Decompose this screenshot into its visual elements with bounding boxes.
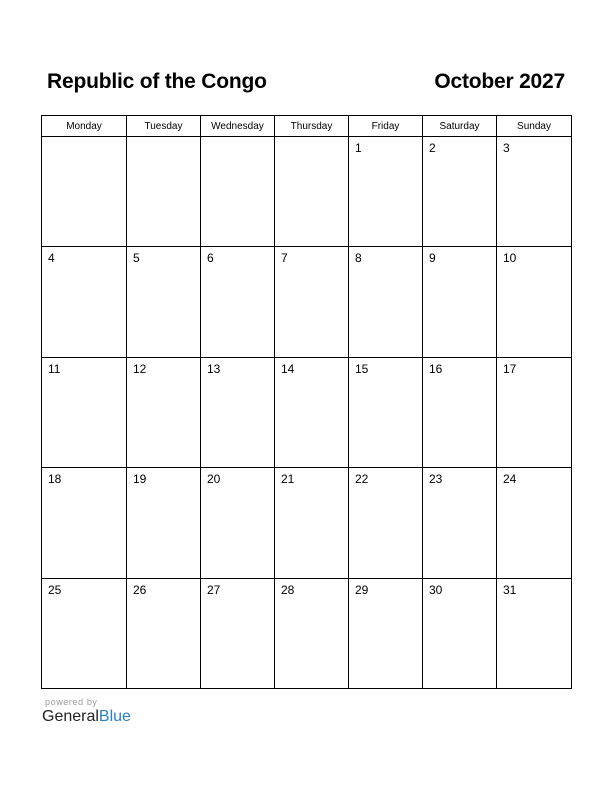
day-cell <box>423 468 497 578</box>
day-number: 22 <box>355 472 369 487</box>
day-cell <box>497 247 572 357</box>
powered-by-text: powered by <box>45 697 98 707</box>
week-row <box>42 247 572 357</box>
month-year-title: October 2027 <box>434 70 565 93</box>
day-cell <box>42 137 127 247</box>
day-number: 25 <box>48 582 62 597</box>
weekday-thursday: Thursday <box>275 116 349 137</box>
day-cell <box>497 137 572 247</box>
day-cell <box>349 247 423 357</box>
day-number: 1 <box>355 141 362 155</box>
week-row <box>42 578 572 688</box>
day-number <box>275 137 348 141</box>
day-cell <box>349 578 423 688</box>
day-cell <box>423 247 497 357</box>
day-cell <box>275 247 349 357</box>
day-number: 18 <box>48 472 62 487</box>
day-cell <box>42 247 127 357</box>
day-number <box>201 137 274 141</box>
day-cell <box>275 137 349 247</box>
day-number: 11 <box>48 361 61 376</box>
day-cell <box>201 578 275 688</box>
day-number: 10 <box>503 251 517 266</box>
day-number: 17 <box>503 361 517 376</box>
day-number: 29 <box>355 582 369 597</box>
day-cell <box>42 468 127 578</box>
footer-branding <box>42 697 131 726</box>
day-number: 14 <box>281 361 295 376</box>
day-cell <box>349 468 423 578</box>
week-row <box>42 357 572 467</box>
generalblue-logo[interactable] <box>42 708 131 726</box>
day-number: 16 <box>429 361 443 376</box>
day-cell <box>423 578 497 688</box>
day-cell <box>127 247 201 357</box>
day-number <box>127 137 200 141</box>
day-number: 24 <box>503 472 517 487</box>
day-number: 15 <box>355 361 369 376</box>
day-number: 12 <box>133 361 147 376</box>
weekday-friday: Friday <box>349 116 423 137</box>
day-number: 27 <box>207 582 221 597</box>
day-cell <box>423 137 497 247</box>
day-number: 21 <box>281 472 295 487</box>
day-number: 7 <box>281 251 288 266</box>
weekday-monday: Monday <box>42 116 127 137</box>
day-cell <box>423 357 497 467</box>
day-number: 26 <box>133 582 147 597</box>
country-title: Republic of the Congo <box>47 70 267 93</box>
day-cell <box>349 357 423 467</box>
day-number: 2 <box>429 141 436 155</box>
weekday-header-row <box>42 116 572 137</box>
day-cell <box>275 357 349 467</box>
day-cell <box>201 137 275 247</box>
day-cell <box>42 357 127 467</box>
week-row <box>42 137 572 247</box>
day-cell <box>127 357 201 467</box>
day-number <box>42 137 126 141</box>
day-number: 19 <box>133 472 147 487</box>
weekday-wednesday: Wednesday <box>201 116 275 137</box>
brand-blue-text: Blue <box>98 708 131 725</box>
day-number: 3 <box>503 141 510 155</box>
day-number: 31 <box>503 582 517 597</box>
day-number: 5 <box>133 251 140 266</box>
weekday-saturday: Saturday <box>423 116 497 137</box>
day-number: 23 <box>429 472 443 487</box>
day-cell <box>497 468 572 578</box>
day-number: 4 <box>48 251 55 266</box>
day-number: 28 <box>281 582 295 597</box>
day-cell <box>275 468 349 578</box>
day-number: 30 <box>429 582 443 597</box>
day-number: 6 <box>207 251 214 266</box>
brand-general-text: General <box>42 708 99 725</box>
day-number: 20 <box>207 472 221 487</box>
day-cell <box>127 468 201 578</box>
day-cell <box>349 137 423 247</box>
day-cell <box>127 137 201 247</box>
weekday-tuesday: Tuesday <box>127 116 201 137</box>
day-cell <box>497 357 572 467</box>
day-cell <box>497 578 572 688</box>
week-row <box>42 468 572 578</box>
day-number: 9 <box>429 251 436 266</box>
day-cell <box>201 247 275 357</box>
calendar-grid <box>41 115 572 689</box>
weekday-sunday: Sunday <box>497 116 572 137</box>
day-cell <box>201 468 275 578</box>
day-cell <box>201 357 275 467</box>
day-cell <box>42 578 127 688</box>
day-cell <box>275 578 349 688</box>
day-number: 8 <box>355 251 362 266</box>
day-cell <box>127 578 201 688</box>
day-number: 13 <box>207 361 221 376</box>
